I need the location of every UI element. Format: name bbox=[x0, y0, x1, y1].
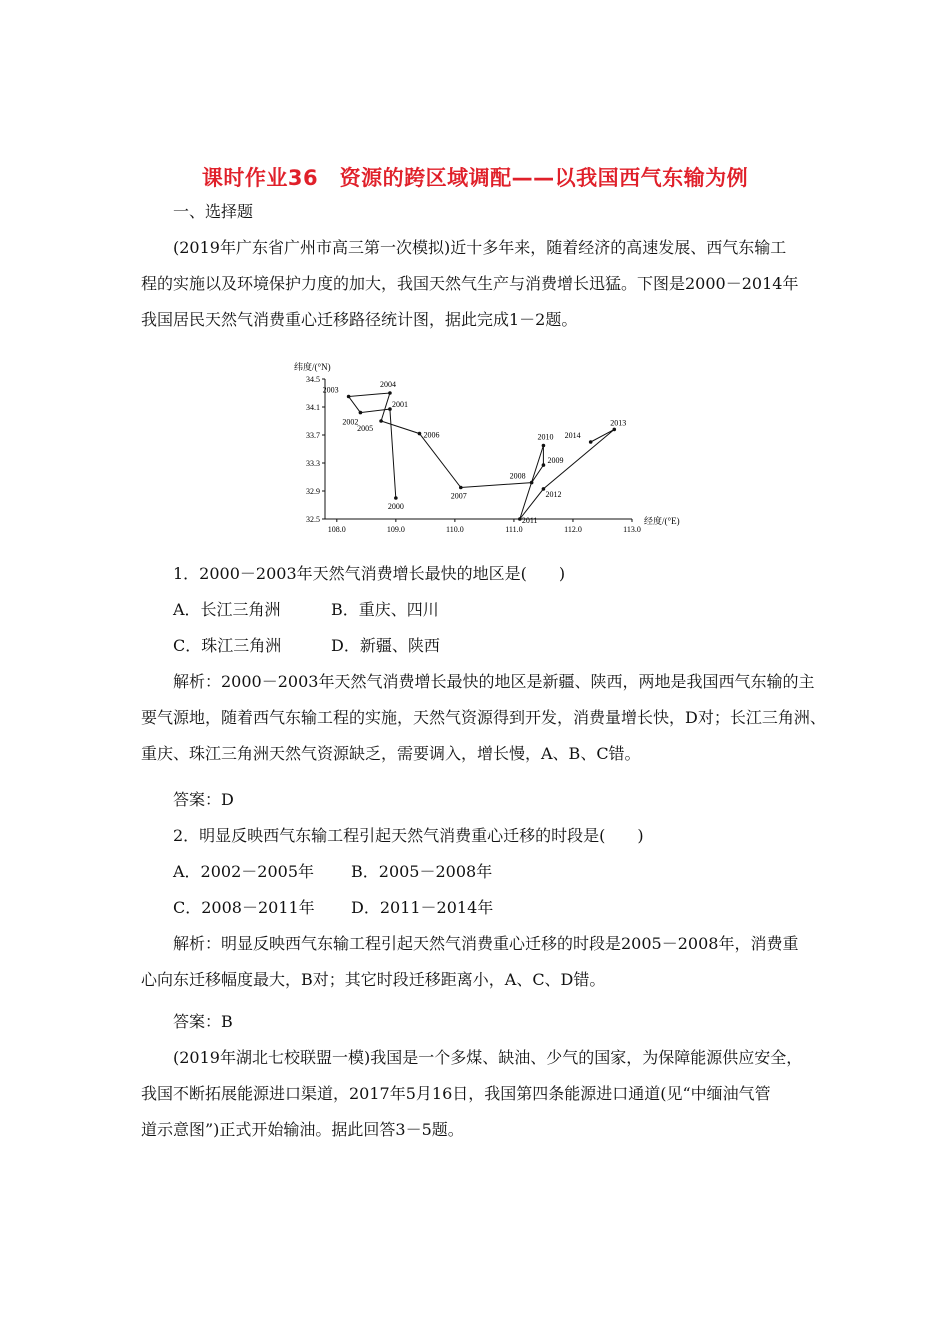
data-point-2007 bbox=[459, 486, 463, 490]
x-tick-label: 109.0 bbox=[386, 525, 405, 532]
q2-stem: 2．明显反映西气东输工程引起天然气消费重心迁移的时段是( ) bbox=[173, 826, 644, 845]
intro2-line2: 我国不断拓展能源进口渠道，2017年5月16日，我国第四条能源进口通道(见“中缅油气管 bbox=[141, 1084, 771, 1103]
y-tick-label: 34.1 bbox=[306, 403, 320, 412]
point-label-2006: 2006 bbox=[423, 430, 440, 440]
axes bbox=[322, 379, 632, 519]
y-tick-label: 33.3 bbox=[306, 459, 320, 468]
data-point-2002 bbox=[359, 411, 363, 415]
migration-path bbox=[349, 393, 615, 519]
point-label-2005: 2005 bbox=[357, 424, 374, 433]
point-label-2010: 2010 bbox=[537, 432, 554, 442]
intro1-line1: (2019年广东省广州市高三第一次模拟)近十多年来，随着经济的高速发展、西气东输工 bbox=[173, 238, 787, 257]
y-tick-label: 32.5 bbox=[306, 515, 320, 524]
data-point-2006 bbox=[418, 432, 422, 436]
x-tick-label: 113.0 bbox=[623, 525, 641, 532]
y-axis-label: 纬度/(°N) bbox=[294, 362, 331, 372]
y-tick-label: 33.7 bbox=[306, 431, 320, 440]
data-point-2005 bbox=[379, 419, 383, 423]
q1-explanation-line1: 解析：2000－2003年天然气消费增长最快的地区是新疆、陕西，两地是我国西气东输的主 bbox=[173, 672, 815, 691]
q1-option-c[interactable]: C．珠江三角洲 bbox=[173, 636, 282, 655]
x-tick-label: 112.0 bbox=[564, 525, 582, 532]
data-point-2008 bbox=[530, 481, 534, 485]
q1-explanation-line3: 重庆、珠江三角洲天然气资源缺乏，需要调入，增长慢，A、B、C错。 bbox=[141, 744, 641, 763]
x-tick-label: 111.0 bbox=[505, 525, 523, 532]
point-label-2007: 2007 bbox=[450, 491, 467, 501]
q1-option-a[interactable]: A．长江三角洲 bbox=[173, 600, 281, 619]
centroid-migration-chart bbox=[280, 356, 700, 532]
point-label-2002: 2002 bbox=[342, 417, 359, 427]
q1-explanation-line2: 要气源地，随着西气东输工程的实施，天然气资源得到开发，消费量增长快，D对；长江三角洲、 bbox=[141, 708, 826, 727]
intro2-line3: 道示意图”)正式开始输油。据此回答3－5题。 bbox=[141, 1120, 464, 1139]
q2-explanation-line2: 心向东迁移幅度最大，B对；其它时段迁移距离小，A、C、D错。 bbox=[141, 970, 606, 989]
q2-option-c[interactable]: C．2008－2011年 bbox=[173, 898, 315, 917]
q2-explanation-line1: 解析：明显反映西气东输工程引起天然气消费重心迁移的时段是2005－2008年，消费重 bbox=[173, 934, 799, 953]
x-axis-label: 经度/(°E) bbox=[644, 516, 680, 526]
point-label-2000: 2000 bbox=[387, 502, 404, 511]
q2-option-a[interactable]: A．2002－2005年 bbox=[173, 862, 314, 881]
point-label-2014: 2014 bbox=[564, 431, 581, 440]
point-label-2013: 2013 bbox=[610, 418, 627, 428]
point-label-2011: 2011 bbox=[521, 516, 538, 525]
intro1-line3: 我国居民天然气消费重心迁移路径统计图，据此完成1－2题。 bbox=[141, 310, 578, 329]
intro1-line2: 程的实施以及环境保护力度的加大，我国天然气生产与消费增长迅猛。下图是2000－2014年 bbox=[141, 274, 799, 293]
y-tick-label: 34.5 bbox=[306, 375, 320, 384]
q2-answer: 答案：B bbox=[173, 1012, 233, 1031]
x-tick-label: 110.0 bbox=[446, 525, 464, 532]
point-label-2003: 2003 bbox=[322, 385, 339, 395]
q1-stem: 1．2000－2003年天然气消费增长最快的地区是( ) bbox=[173, 564, 566, 583]
page-title: 课时作业36 资源的跨区域调配——以我国西气东输为例 bbox=[201, 166, 749, 190]
x-tick-label: 108.0 bbox=[327, 525, 346, 532]
point-label-2012: 2012 bbox=[545, 489, 562, 499]
y-tick-label: 32.9 bbox=[306, 487, 320, 496]
data-point-2013 bbox=[612, 428, 616, 432]
data-point-2000 bbox=[394, 496, 398, 500]
data-point-2014 bbox=[589, 440, 593, 444]
section-heading: 一、选择题 bbox=[173, 202, 254, 221]
point-label-2004: 2004 bbox=[379, 380, 396, 389]
data-point-2004 bbox=[388, 391, 392, 395]
intro2-line1: (2019年湖北七校联盟一模)我国是一个多煤、缺油、少气的国家，为保障能源供应安全， bbox=[173, 1048, 803, 1067]
data-point-2003 bbox=[347, 395, 351, 399]
point-label-2009: 2009 bbox=[547, 456, 564, 466]
point-label-2008: 2008 bbox=[509, 471, 526, 481]
q2-option-d[interactable]: D．2011－2014年 bbox=[351, 898, 494, 917]
q2-option-b[interactable]: B．2005－2008年 bbox=[351, 862, 493, 881]
point-label-2001: 2001 bbox=[391, 400, 408, 410]
q1-option-b[interactable]: B．重庆、四川 bbox=[331, 600, 439, 619]
data-point-2010 bbox=[542, 444, 546, 448]
q1-answer: 答案：D bbox=[173, 790, 234, 809]
q1-option-d[interactable]: D．新疆、陕西 bbox=[331, 636, 440, 655]
data-point-2009 bbox=[542, 463, 546, 467]
